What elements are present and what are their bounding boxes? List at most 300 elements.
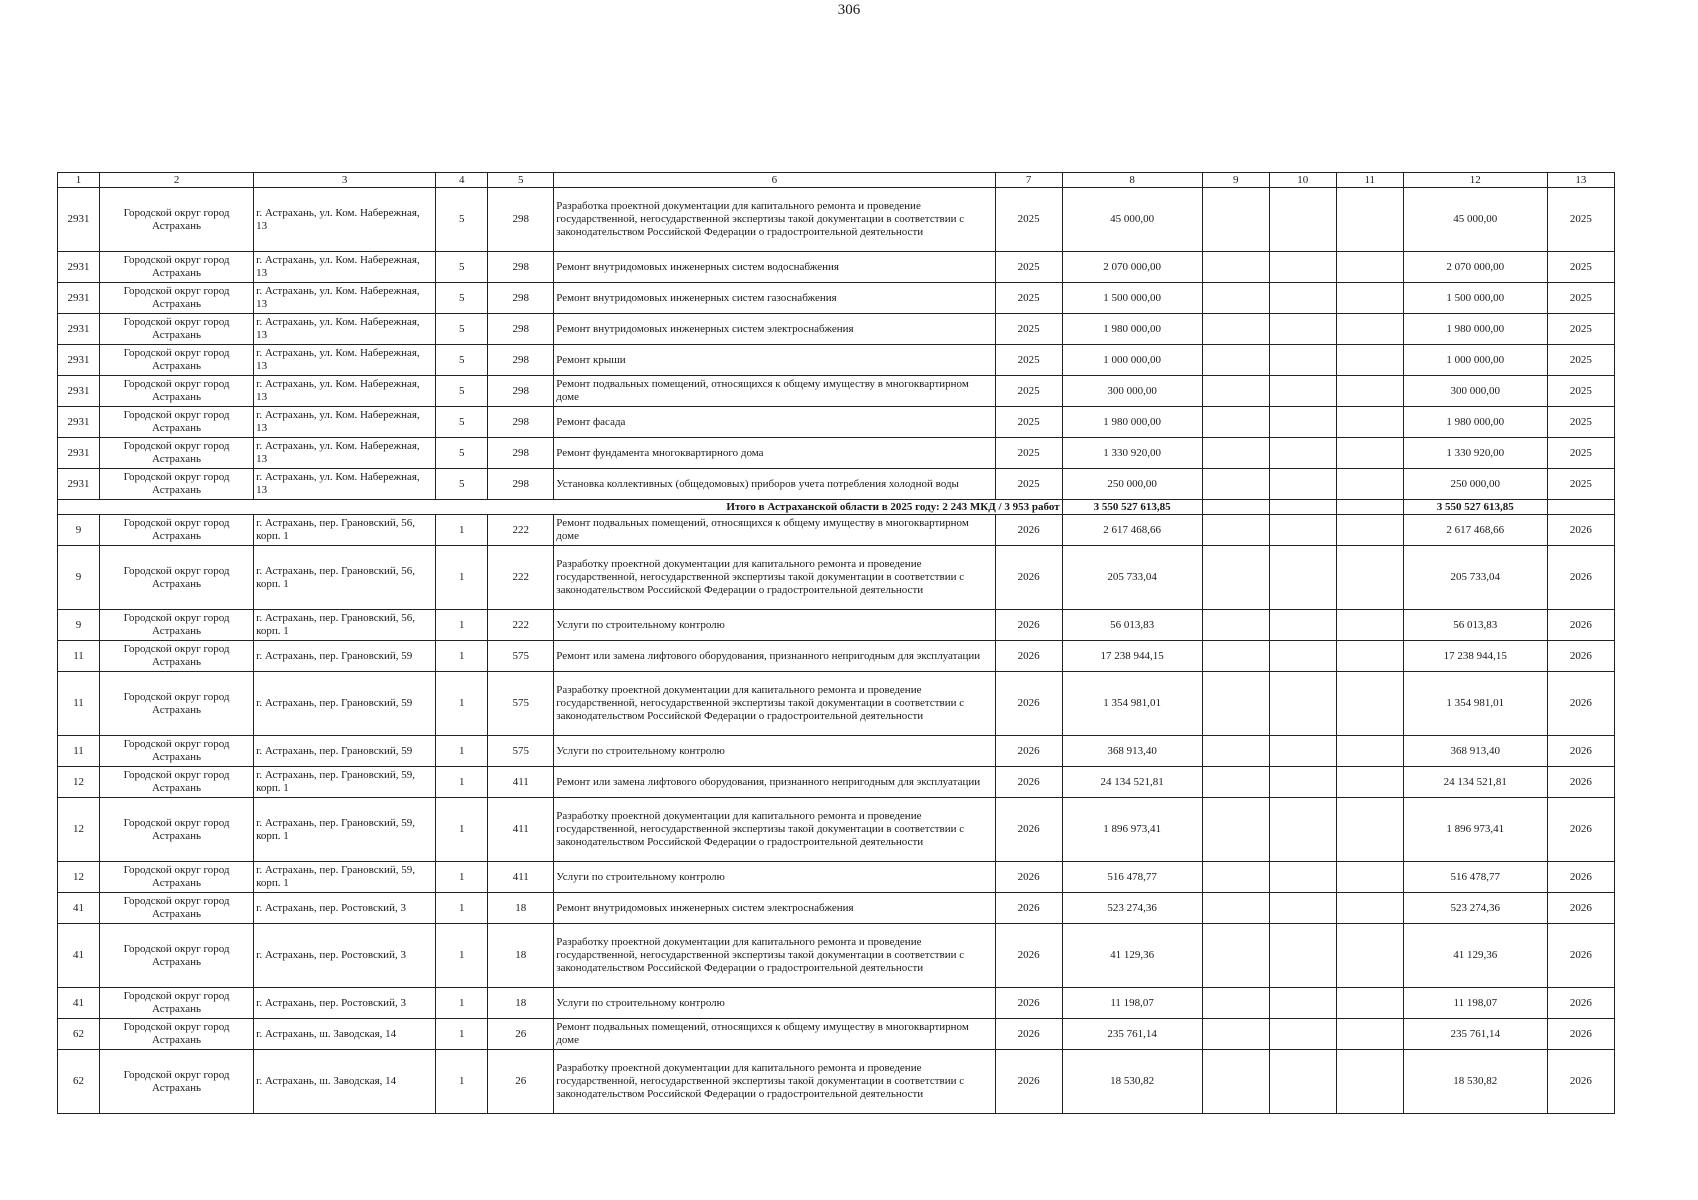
house-id-cell: 2931 <box>58 314 100 345</box>
completion-year-cell: 2026 <box>1547 736 1614 767</box>
table-row <box>58 438 1615 469</box>
cost-total-cell: 11 198,07 <box>1062 988 1202 1019</box>
col11-cell <box>1336 862 1403 893</box>
completion-year-cell: 2025 <box>1547 283 1614 314</box>
year-cell: 2025 <box>995 407 1062 438</box>
house-id-cell: 2931 <box>58 283 100 314</box>
col11-cell <box>1336 924 1403 988</box>
col11-cell <box>1336 641 1403 672</box>
col11-cell <box>1336 610 1403 641</box>
col5-cell: 411 <box>488 862 554 893</box>
year-cell: 2025 <box>995 252 1062 283</box>
cost-fund-cell: 2 617 468,66 <box>1403 515 1547 546</box>
municipality-cell: Городской округ город Астрахань <box>100 893 254 924</box>
column-number-cell: 11 <box>1336 173 1403 188</box>
work-type-cell: Ремонт подвальных помещений, относящихся к общему имуществу в многоквартирном доме <box>554 515 995 546</box>
col10-cell <box>1269 893 1336 924</box>
completion-year-cell: 2026 <box>1547 672 1614 736</box>
completion-year-cell: 2026 <box>1547 546 1614 610</box>
work-type-cell: Ремонт внутридомовых инженерных систем водоснабжения <box>554 252 995 283</box>
table-row <box>58 1019 1615 1050</box>
col4-cell: 5 <box>436 469 488 500</box>
table-row <box>58 376 1615 407</box>
col9-cell <box>1202 407 1269 438</box>
house-id-cell: 11 <box>58 641 100 672</box>
cost-total-cell: 250 000,00 <box>1062 469 1202 500</box>
col4-cell: 1 <box>436 798 488 862</box>
house-id-cell: 2931 <box>58 252 100 283</box>
table-row <box>58 515 1615 546</box>
col4-cell: 5 <box>436 314 488 345</box>
address-cell: г. Астрахань, ш. Заводская, 14 <box>254 1050 436 1114</box>
house-id-cell: 2931 <box>58 376 100 407</box>
cost-fund-cell: 11 198,07 <box>1403 988 1547 1019</box>
cost-fund-cell: 24 134 521,81 <box>1403 767 1547 798</box>
col11-cell <box>1336 376 1403 407</box>
column-number-cell: 8 <box>1062 173 1202 188</box>
address-cell: г. Астрахань, пер. Грановский, 59 <box>254 672 436 736</box>
col5-cell: 26 <box>488 1019 554 1050</box>
work-type-cell: Ремонт фундамента многоквартирного дома <box>554 438 995 469</box>
col11-cell <box>1336 345 1403 376</box>
col9-cell <box>1202 345 1269 376</box>
work-type-cell: Ремонт или замена лифтового оборудования, признанного непригодным для эксплуатации <box>554 767 995 798</box>
work-type-cell: Ремонт подвальных помещений, относящихся к общему имуществу в многоквартирном доме <box>554 1019 995 1050</box>
cost-total-cell: 205 733,04 <box>1062 546 1202 610</box>
cost-total-cell: 45 000,00 <box>1062 188 1202 252</box>
completion-year-cell: 2025 <box>1547 252 1614 283</box>
year-cell: 2026 <box>995 893 1062 924</box>
col11-cell <box>1336 893 1403 924</box>
table-row <box>58 924 1615 988</box>
col5-cell: 222 <box>488 546 554 610</box>
completion-year-cell: 2025 <box>1547 407 1614 438</box>
completion-year-cell: 2026 <box>1547 893 1614 924</box>
cost-total-cell: 516 478,77 <box>1062 862 1202 893</box>
col4-cell: 5 <box>436 345 488 376</box>
year-cell: 2025 <box>995 188 1062 252</box>
municipality-cell: Городской округ город Астрахань <box>100 376 254 407</box>
cost-fund-cell: 18 530,82 <box>1403 1050 1547 1114</box>
col4-cell: 1 <box>436 767 488 798</box>
cost-total-cell: 1 000 000,00 <box>1062 345 1202 376</box>
year-cell: 2026 <box>995 767 1062 798</box>
completion-year-cell: 2026 <box>1547 641 1614 672</box>
col10-cell <box>1269 767 1336 798</box>
col9-cell <box>1202 641 1269 672</box>
completion-year-cell: 2025 <box>1547 188 1614 252</box>
cost-fund-cell: 1 980 000,00 <box>1403 407 1547 438</box>
col9-cell <box>1202 610 1269 641</box>
house-id-cell: 2931 <box>58 188 100 252</box>
col4-cell: 1 <box>436 641 488 672</box>
house-id-cell: 41 <box>58 924 100 988</box>
col4-cell: 1 <box>436 1019 488 1050</box>
address-cell: г. Астрахань, пер. Грановский, 59, корп. 1 <box>254 767 436 798</box>
completion-year-cell: 2025 <box>1547 345 1614 376</box>
address-cell: г. Астрахань, пер. Грановский, 56, корп. 1 <box>254 610 436 641</box>
year-cell: 2026 <box>995 641 1062 672</box>
cost-fund-cell: 56 013,83 <box>1403 610 1547 641</box>
house-id-cell: 41 <box>58 988 100 1019</box>
house-id-cell: 41 <box>58 893 100 924</box>
column-number-cell: 9 <box>1202 173 1269 188</box>
col10-cell <box>1269 672 1336 736</box>
address-cell: г. Астрахань, ул. Ком. Набережная, 13 <box>254 314 436 345</box>
table-row <box>58 188 1615 252</box>
cost-total-cell: 300 000,00 <box>1062 376 1202 407</box>
cost-fund-cell: 523 274,36 <box>1403 893 1547 924</box>
total-empty-cell <box>1336 500 1403 515</box>
completion-year-cell: 2026 <box>1547 1019 1614 1050</box>
year-cell: 2026 <box>995 672 1062 736</box>
col11-cell <box>1336 1050 1403 1114</box>
col10-cell <box>1269 736 1336 767</box>
completion-year-cell: 2026 <box>1547 924 1614 988</box>
address-cell: г. Астрахань, пер. Грановский, 59, корп. 1 <box>254 862 436 893</box>
work-type-cell: Разработку проектной документации для капитального ремонта и проведение государственной, негосударственной экспертизы такой документации в соответствии с законодательством Российской Федерации о градостроительной деятельности <box>554 798 995 862</box>
col9-cell <box>1202 1019 1269 1050</box>
house-id-cell: 12 <box>58 798 100 862</box>
year-cell: 2026 <box>995 515 1062 546</box>
cost-total-cell: 2 617 468,66 <box>1062 515 1202 546</box>
col9-cell <box>1202 1050 1269 1114</box>
municipality-cell: Городской округ город Астрахань <box>100 188 254 252</box>
col5-cell: 411 <box>488 767 554 798</box>
col4-cell: 5 <box>436 376 488 407</box>
address-cell: г. Астрахань, пер. Грановский, 56, корп. 1 <box>254 515 436 546</box>
col5-cell: 18 <box>488 988 554 1019</box>
col10-cell <box>1269 546 1336 610</box>
house-id-cell: 12 <box>58 767 100 798</box>
table-row <box>58 546 1615 610</box>
municipality-cell: Городской округ город Астрахань <box>100 314 254 345</box>
col9-cell <box>1202 893 1269 924</box>
col10-cell <box>1269 376 1336 407</box>
col9-cell <box>1202 252 1269 283</box>
municipality-cell: Городской округ город Астрахань <box>100 469 254 500</box>
table-row <box>58 283 1615 314</box>
col10-cell <box>1269 345 1336 376</box>
col11-cell <box>1336 283 1403 314</box>
cost-fund-cell: 300 000,00 <box>1403 376 1547 407</box>
cost-fund-cell: 1 000 000,00 <box>1403 345 1547 376</box>
col4-cell: 5 <box>436 283 488 314</box>
col9-cell <box>1202 798 1269 862</box>
col5-cell: 222 <box>488 610 554 641</box>
municipality-cell: Городской округ город Астрахань <box>100 438 254 469</box>
table-row <box>58 641 1615 672</box>
municipality-cell: Городской округ город Астрахань <box>100 924 254 988</box>
col10-cell <box>1269 469 1336 500</box>
cost-fund-cell: 1 896 973,41 <box>1403 798 1547 862</box>
cost-fund-cell: 368 913,40 <box>1403 736 1547 767</box>
col11-cell <box>1336 314 1403 345</box>
column-number-cell: 12 <box>1403 173 1547 188</box>
completion-year-cell: 2025 <box>1547 469 1614 500</box>
col4-cell: 1 <box>436 736 488 767</box>
completion-year-cell: 2026 <box>1547 798 1614 862</box>
address-cell: г. Астрахань, ул. Ком. Набережная, 13 <box>254 376 436 407</box>
col4-cell: 1 <box>436 610 488 641</box>
cost-total-cell: 368 913,40 <box>1062 736 1202 767</box>
col4-cell: 5 <box>436 438 488 469</box>
cost-total-cell: 235 761,14 <box>1062 1019 1202 1050</box>
col4-cell: 1 <box>436 862 488 893</box>
work-type-cell: Услуги по строительному контролю <box>554 988 995 1019</box>
municipality-cell: Городской округ город Астрахань <box>100 515 254 546</box>
col9-cell <box>1202 924 1269 988</box>
col11-cell <box>1336 736 1403 767</box>
col11-cell <box>1336 188 1403 252</box>
year-cell: 2026 <box>995 862 1062 893</box>
col10-cell <box>1269 924 1336 988</box>
table-row <box>58 767 1615 798</box>
column-number-cell: 5 <box>488 173 554 188</box>
work-type-cell: Разработку проектной документации для капитального ремонта и проведение государственной, негосударственной экспертизы такой документации в соответствии с законодательством Российской Федерации о градостроительной деятельности <box>554 924 995 988</box>
year-cell: 2025 <box>995 345 1062 376</box>
house-id-cell: 2931 <box>58 407 100 438</box>
table-row <box>58 610 1615 641</box>
col9-cell <box>1202 767 1269 798</box>
municipality-cell: Городской округ город Астрахань <box>100 736 254 767</box>
table-row <box>58 893 1615 924</box>
col10-cell <box>1269 1050 1336 1114</box>
address-cell: г. Астрахань, пер. Ростовский, 3 <box>254 988 436 1019</box>
cost-fund-cell: 250 000,00 <box>1403 469 1547 500</box>
cost-total-cell: 24 134 521,81 <box>1062 767 1202 798</box>
total-empty-cell <box>1269 500 1336 515</box>
table-row <box>58 862 1615 893</box>
col4-cell: 1 <box>436 1050 488 1114</box>
work-type-cell: Ремонт фасада <box>554 407 995 438</box>
col5-cell: 298 <box>488 438 554 469</box>
work-type-cell: Ремонт или замена лифтового оборудования, признанного непригодным для эксплуатации <box>554 641 995 672</box>
cost-fund-cell: 45 000,00 <box>1403 188 1547 252</box>
col10-cell <box>1269 988 1336 1019</box>
cost-fund-cell: 1 354 981,01 <box>1403 672 1547 736</box>
col11-cell <box>1336 546 1403 610</box>
cost-total-cell: 41 129,36 <box>1062 924 1202 988</box>
completion-year-cell: 2026 <box>1547 515 1614 546</box>
col5-cell: 575 <box>488 672 554 736</box>
col4-cell: 1 <box>436 546 488 610</box>
column-number-cell: 1 <box>58 173 100 188</box>
col10-cell <box>1269 188 1336 252</box>
completion-year-cell: 2026 <box>1547 862 1614 893</box>
col5-cell: 575 <box>488 641 554 672</box>
year-cell: 2026 <box>995 798 1062 862</box>
table-row <box>58 798 1615 862</box>
col10-cell <box>1269 283 1336 314</box>
house-id-cell: 12 <box>58 862 100 893</box>
year-cell: 2025 <box>995 314 1062 345</box>
year-cell: 2026 <box>995 1019 1062 1050</box>
col11-cell <box>1336 767 1403 798</box>
house-id-cell: 62 <box>58 1050 100 1114</box>
completion-year-cell: 2025 <box>1547 376 1614 407</box>
completion-year-cell: 2026 <box>1547 767 1614 798</box>
col4-cell: 5 <box>436 188 488 252</box>
address-cell: г. Астрахань, ш. Заводская, 14 <box>254 1019 436 1050</box>
col5-cell: 298 <box>488 188 554 252</box>
col11-cell <box>1336 1019 1403 1050</box>
column-number-cell: 4 <box>436 173 488 188</box>
house-id-cell: 9 <box>58 515 100 546</box>
work-type-cell: Разработку проектной документации для капитального ремонта и проведение государственной, негосударственной экспертизы такой документации в соответствии с законодательством Российской Федерации о градостроительной деятельности <box>554 1050 995 1114</box>
cost-total-cell: 2 070 000,00 <box>1062 252 1202 283</box>
table-row <box>58 672 1615 736</box>
cost-fund-cell: 235 761,14 <box>1403 1019 1547 1050</box>
municipality-cell: Городской округ город Астрахань <box>100 407 254 438</box>
completion-year-cell: 2025 <box>1547 314 1614 345</box>
col10-cell <box>1269 515 1336 546</box>
total-amount-cell: 3 550 527 613,85 <box>1062 500 1202 515</box>
work-type-cell: Услуги по строительному контролю <box>554 736 995 767</box>
work-type-cell: Ремонт крыши <box>554 345 995 376</box>
col9-cell <box>1202 188 1269 252</box>
work-type-cell: Услуги по строительному контролю <box>554 610 995 641</box>
col5-cell: 411 <box>488 798 554 862</box>
col5-cell: 18 <box>488 924 554 988</box>
col5-cell: 298 <box>488 283 554 314</box>
year-cell: 2025 <box>995 283 1062 314</box>
work-type-cell: Ремонт внутридомовых инженерных систем электроснабжения <box>554 893 995 924</box>
cost-total-cell: 1 500 000,00 <box>1062 283 1202 314</box>
house-id-cell: 9 <box>58 546 100 610</box>
completion-year-cell: 2026 <box>1547 610 1614 641</box>
completion-year-cell: 2026 <box>1547 1050 1614 1114</box>
col10-cell <box>1269 314 1336 345</box>
cost-total-cell: 1 980 000,00 <box>1062 314 1202 345</box>
col9-cell <box>1202 314 1269 345</box>
year-cell: 2026 <box>995 988 1062 1019</box>
col10-cell <box>1269 641 1336 672</box>
table-row <box>58 314 1615 345</box>
table-row <box>58 988 1615 1019</box>
total-row <box>58 500 1615 515</box>
completion-year-cell: 2026 <box>1547 988 1614 1019</box>
table-row <box>58 252 1615 283</box>
municipality-cell: Городской округ город Астрахань <box>100 798 254 862</box>
col10-cell <box>1269 610 1336 641</box>
total-empty-cell <box>1202 500 1269 515</box>
address-cell: г. Астрахань, пер. Грановский, 59 <box>254 641 436 672</box>
work-type-cell: Ремонт внутридомовых инженерных систем газоснабжения <box>554 283 995 314</box>
col4-cell: 1 <box>436 515 488 546</box>
col11-cell <box>1336 252 1403 283</box>
col9-cell <box>1202 376 1269 407</box>
municipality-cell: Городской округ город Астрахань <box>100 641 254 672</box>
total-empty-cell <box>1547 500 1614 515</box>
work-type-cell: Установка коллективных (общедомовых) приборов учета потребления холодной воды <box>554 469 995 500</box>
municipality-cell: Городской округ город Астрахань <box>100 672 254 736</box>
col5-cell: 222 <box>488 515 554 546</box>
address-cell: г. Астрахань, пер. Грановский, 56, корп. 1 <box>254 546 436 610</box>
table-row <box>58 469 1615 500</box>
municipality-cell: Городской округ город Астрахань <box>100 862 254 893</box>
cost-total-cell: 18 530,82 <box>1062 1050 1202 1114</box>
page-number: 306 <box>837 2 861 18</box>
cost-fund-cell: 1 500 000,00 <box>1403 283 1547 314</box>
cost-fund-cell: 17 238 944,15 <box>1403 641 1547 672</box>
cost-fund-cell: 205 733,04 <box>1403 546 1547 610</box>
municipality-cell: Городской округ город Астрахань <box>100 1019 254 1050</box>
col9-cell <box>1202 862 1269 893</box>
cost-fund-cell: 516 478,77 <box>1403 862 1547 893</box>
house-id-cell: 2931 <box>58 438 100 469</box>
col11-cell <box>1336 438 1403 469</box>
year-cell: 2025 <box>995 376 1062 407</box>
address-cell: г. Астрахань, пер. Грановский, 59, корп. 1 <box>254 798 436 862</box>
year-cell: 2025 <box>995 469 1062 500</box>
col9-cell <box>1202 546 1269 610</box>
year-cell: 2025 <box>995 438 1062 469</box>
year-cell: 2026 <box>995 1050 1062 1114</box>
municipality-cell: Городской округ город Астрахань <box>100 610 254 641</box>
work-type-cell: Ремонт внутридомовых инженерных систем электроснабжения <box>554 314 995 345</box>
col5-cell: 26 <box>488 1050 554 1114</box>
cost-total-cell: 1 896 973,41 <box>1062 798 1202 862</box>
col5-cell: 298 <box>488 407 554 438</box>
year-cell: 2026 <box>995 610 1062 641</box>
work-type-cell: Разработку проектной документации для капитального ремонта и проведение государственной, негосударственной экспертизы такой документации в соответствии с законодательством Российской Федерации о градостроительной деятельности <box>554 672 995 736</box>
municipality-cell: Городской округ город Астрахань <box>100 767 254 798</box>
address-cell: г. Астрахань, пер. Грановский, 59 <box>254 736 436 767</box>
col10-cell <box>1269 1019 1336 1050</box>
col4-cell: 1 <box>436 893 488 924</box>
municipality-cell: Городской округ город Астрахань <box>100 546 254 610</box>
house-id-cell: 11 <box>58 672 100 736</box>
address-cell: г. Астрахань, ул. Ком. Набережная, 13 <box>254 283 436 314</box>
table-row <box>58 1050 1615 1114</box>
address-cell: г. Астрахань, пер. Ростовский, 3 <box>254 924 436 988</box>
year-cell: 2026 <box>995 924 1062 988</box>
municipality-cell: Городской округ город Астрахань <box>100 988 254 1019</box>
address-cell: г. Астрахань, пер. Ростовский, 3 <box>254 893 436 924</box>
col11-cell <box>1336 469 1403 500</box>
repair-program-table <box>57 172 1615 1114</box>
total-label: Итого в Астраханской области в 2025 году: 2 243 МКД / 3 953 работ <box>58 500 1063 515</box>
col4-cell: 5 <box>436 407 488 438</box>
cost-total-cell: 17 238 944,15 <box>1062 641 1202 672</box>
col9-cell <box>1202 988 1269 1019</box>
col11-cell <box>1336 515 1403 546</box>
col10-cell <box>1269 407 1336 438</box>
cost-total-cell: 56 013,83 <box>1062 610 1202 641</box>
table-body <box>58 173 1615 1114</box>
address-cell: г. Астрахань, ул. Ком. Набережная, 13 <box>254 252 436 283</box>
cost-total-cell: 1 330 920,00 <box>1062 438 1202 469</box>
col10-cell <box>1269 862 1336 893</box>
column-number-cell: 10 <box>1269 173 1336 188</box>
house-id-cell: 2931 <box>58 345 100 376</box>
col4-cell: 1 <box>436 988 488 1019</box>
cost-fund-cell: 2 070 000,00 <box>1403 252 1547 283</box>
col5-cell: 298 <box>488 345 554 376</box>
col11-cell <box>1336 798 1403 862</box>
municipality-cell: Городской округ город Астрахань <box>100 1050 254 1114</box>
col9-cell <box>1202 283 1269 314</box>
table-row <box>58 736 1615 767</box>
column-number-cell: 2 <box>100 173 254 188</box>
column-number-cell: 7 <box>995 173 1062 188</box>
col5-cell: 298 <box>488 376 554 407</box>
col5-cell: 298 <box>488 314 554 345</box>
work-type-cell: Услуги по строительному контролю <box>554 862 995 893</box>
municipality-cell: Городской округ город Астрахань <box>100 252 254 283</box>
cost-fund-cell: 41 129,36 <box>1403 924 1547 988</box>
